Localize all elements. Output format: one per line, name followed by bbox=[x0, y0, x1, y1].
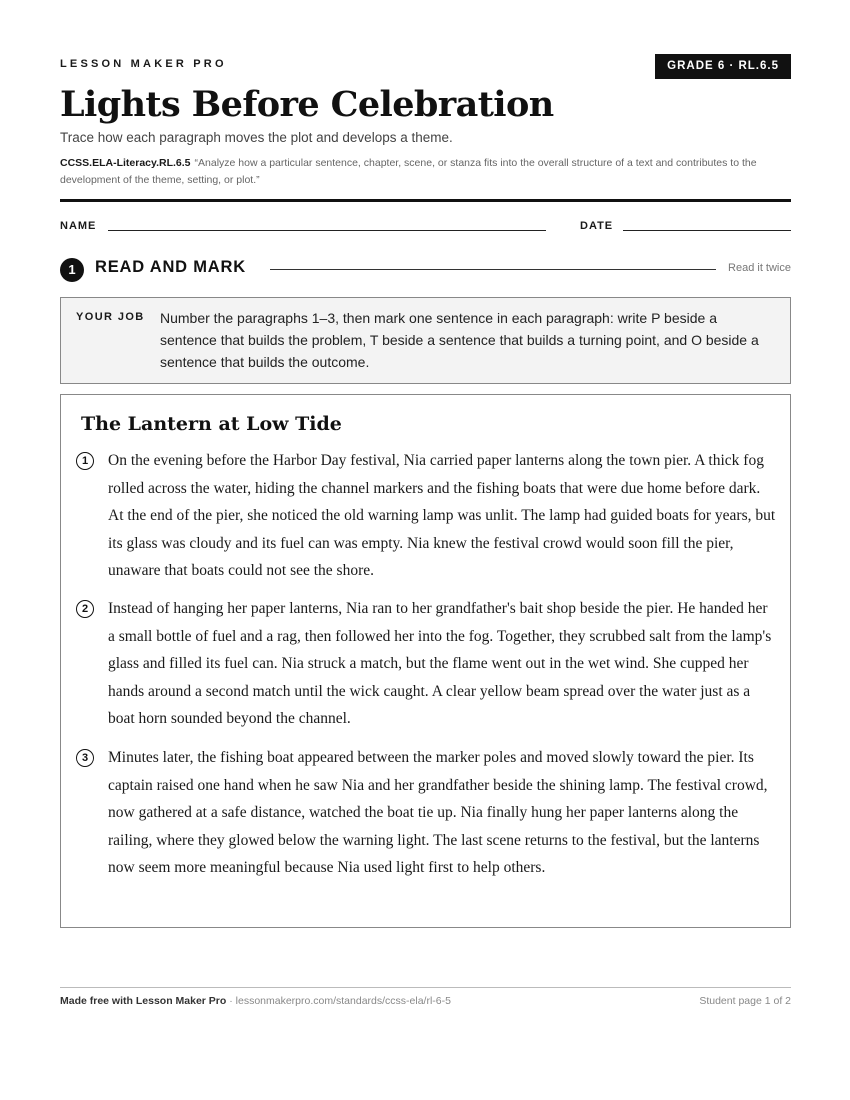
grade-badge: GRADE 6 · RL.6.5 bbox=[655, 54, 791, 79]
worksheet-title: Lights Before Celebration bbox=[60, 84, 554, 125]
date-label: DATE bbox=[580, 220, 614, 232]
footer-page-number: Student page 1 of 2 bbox=[699, 995, 791, 1007]
footer-url[interactable]: · lessonmakerpro.com/standards/ccss-ela/rl-6-5 bbox=[226, 995, 451, 1007]
paragraph-number-3: 3 bbox=[76, 749, 94, 767]
footer-divider bbox=[60, 987, 791, 988]
standard-text: “Analyze how a particular sentence, chapter, scene, or stanza fits into the overall structure of a text and contributes to the development of the theme, setting, or plot.” bbox=[60, 157, 757, 186]
worksheet-subtitle: Trace how each paragraph moves the plot and develops a theme. bbox=[60, 130, 453, 145]
paragraph-3: Minutes later, the fishing boat appeared between the marker poles and moved slowly toward the pier. Its captain raised one hand when he saw Nia and her grandfather beside the shining lamp. The festival crowd, now gathered at a safe distance, watched the boat tie up. Nia finally hung her paper lanterns along the railing, where they glowed below the warning light. The last scene returns to the festival, but the lanterns now seem more meaningful because Nia used light first to help others. bbox=[108, 749, 768, 877]
paragraph-2: Instead of hanging her paper lanterns, Nia ran to her grandfather's bait shop beside the pier. He handed her a small bottle of fuel and a rag, then followed her into the fog. Together, they scrubbed salt from the lamp's glass and filled its fuel can. Nia struck a match, but the flame went out in the wet wind. She cupped her hands around a second match until the wick caught. A clear yellow beam spread over the water just as a boat horn sounded beyond the channel. bbox=[108, 600, 772, 728]
paragraph-number-2: 2 bbox=[76, 600, 94, 618]
brand-name: LESSON MAKER PRO bbox=[60, 58, 227, 70]
instructions-box bbox=[60, 297, 791, 384]
worksheet-page bbox=[60, 0, 791, 1100]
paragraph-number-1: 1 bbox=[76, 452, 94, 470]
footer-credit bbox=[60, 995, 451, 1007]
reading-passage bbox=[60, 394, 791, 928]
date-field[interactable] bbox=[623, 230, 791, 231]
instructions-text: Number the paragraphs 1–3, then mark one sentence in each paragraph: write P beside a sentence that builds the problem, T beside a sentence that builds a turning point, and O beside a sentence that builds the outcome. bbox=[160, 310, 759, 370]
instructions-label: YOUR JOB bbox=[76, 311, 145, 323]
paragraph-1: On the evening before the Harbor Day festival, Nia carried paper lanterns along the town pier. A thick fog rolled across the water, hiding the channel markers and the fishing boats that were due home before dark. At the end of the pier, she noticed the old warning lamp was unlit. The lamp had guided boats for years, but its glass was cloudy and its fuel can was empty. Nia knew the festival crowd would soon fill the pier, unaware that boats could not see the shore. bbox=[108, 452, 776, 580]
standard-code: CCSS.ELA-Literacy.RL.6.5 bbox=[60, 157, 191, 169]
section-title: READ AND MARK bbox=[95, 258, 246, 276]
section-number: 1 bbox=[60, 258, 84, 282]
section-divider bbox=[270, 269, 716, 270]
footer-made-with: Made free with Lesson Maker Pro bbox=[60, 995, 227, 1007]
standard-description bbox=[60, 155, 791, 189]
passage-title: The Lantern at Low Tide bbox=[81, 413, 342, 435]
header-divider bbox=[60, 199, 791, 202]
section-note: Read it twice bbox=[728, 262, 791, 274]
name-field[interactable] bbox=[108, 230, 546, 231]
name-label: NAME bbox=[60, 220, 97, 232]
